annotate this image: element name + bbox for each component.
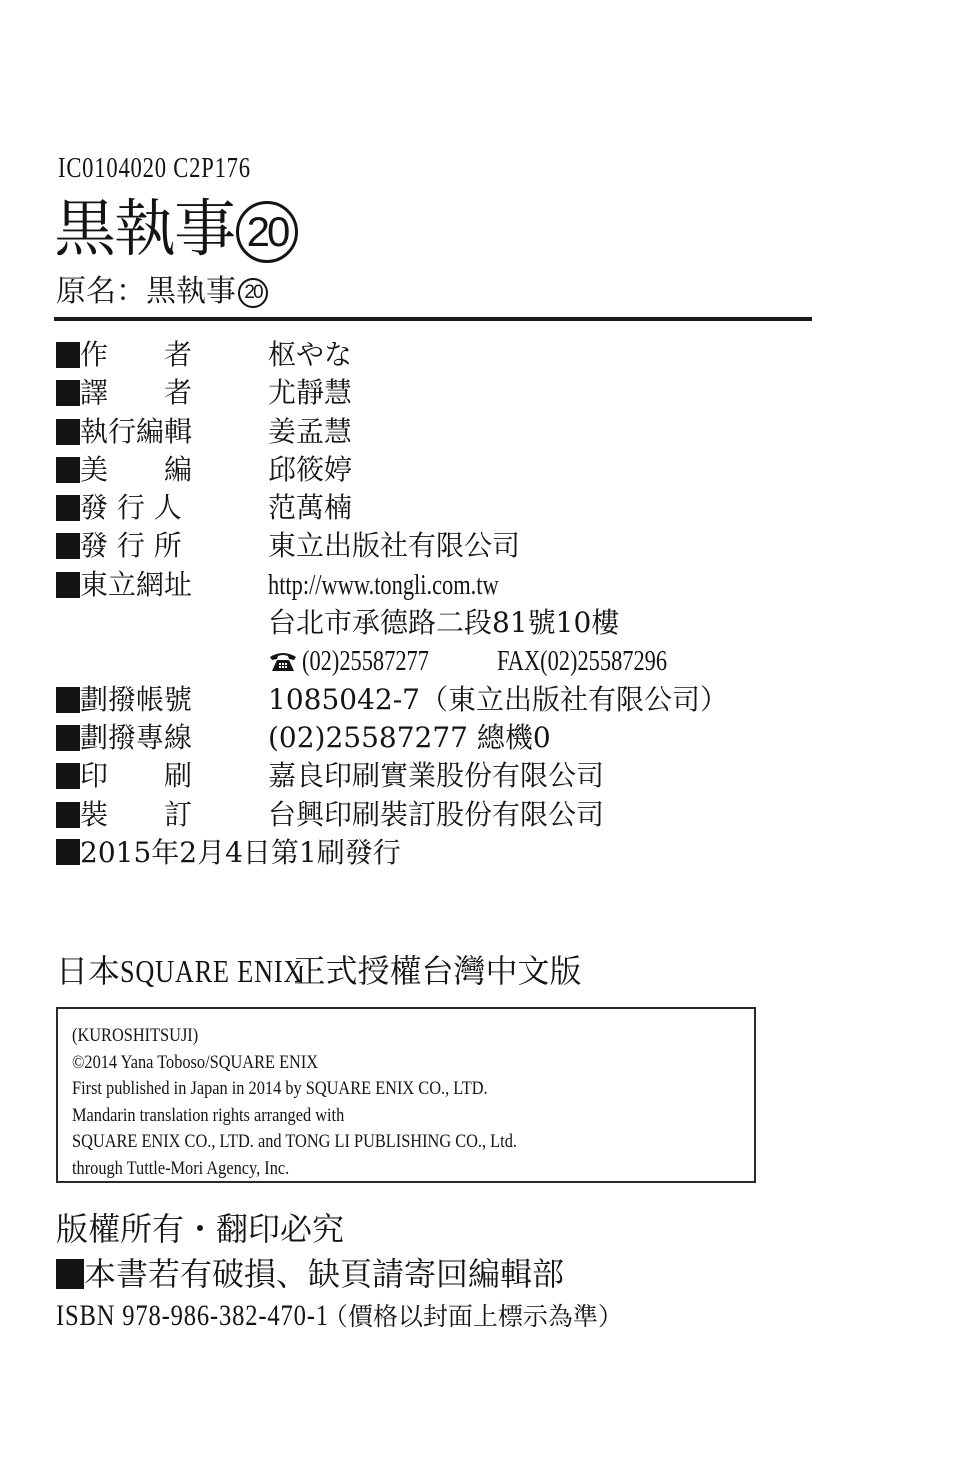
phone-fax-row <box>56 642 816 680</box>
license-statement <box>56 950 581 992</box>
credit-label: 東立網址 <box>80 567 193 601</box>
credit-label: 發 行 所 <box>80 529 182 563</box>
credit-value: 范萬楠 <box>268 491 353 525</box>
credit-value: 姜孟慧 <box>268 414 353 448</box>
credit-value: 台興印刷裝訂股份有限公司 <box>268 797 605 831</box>
rights-reserved: 版權所有・翻印必究 <box>56 1210 345 1248</box>
copyright-line: Mandarin translation rights arranged with <box>72 1104 345 1126</box>
license-prefix: 日本 <box>56 952 121 990</box>
credit-label: 執行編輯 <box>80 414 193 448</box>
copyright-line: through Tuttle-Mori Agency, Inc. <box>72 1157 290 1179</box>
credit-label: 美 編 <box>80 452 193 486</box>
publication-date-row <box>56 834 816 872</box>
credit-value: 邱筱婷 <box>268 452 353 486</box>
credit-row-postal-hotline <box>56 719 816 757</box>
credit-row-publisher-person <box>56 489 816 527</box>
publication-date: 2015年2月4日第1刷發行 <box>80 835 401 869</box>
bullet-square-icon <box>56 1259 84 1289</box>
bullet-square-icon <box>56 419 80 445</box>
original-title <box>56 272 268 312</box>
bullet-square-icon <box>56 495 80 521</box>
bullet-square-icon <box>56 533 80 559</box>
website-link[interactable] <box>268 566 556 605</box>
original-volume-badge: 20 <box>238 278 268 308</box>
address: 台北市承德路二段81號10樓 <box>268 606 620 640</box>
credit-value: 枢やな <box>268 338 353 371</box>
credit-row-publisher-company <box>56 527 816 565</box>
credits-list <box>56 336 816 872</box>
price-note: （價格以封面上標示為準） <box>322 1302 623 1331</box>
bullet-square-icon <box>56 572 80 598</box>
credit-label: 譯 者 <box>80 376 193 410</box>
credit-value: 東立出版社有限公司 <box>268 529 521 563</box>
credit-row-website <box>56 566 816 604</box>
fax-number: FAX(02)25587296 <box>496 646 667 678</box>
copyright-line: (KUROSHITSUJI) <box>72 1025 199 1046</box>
copyright-box <box>56 1007 756 1183</box>
bullet-square-icon <box>56 725 80 751</box>
license-company: SQUARE ENIX <box>120 953 304 989</box>
bullet-square-icon <box>56 342 80 368</box>
copyright-line: ©2014 Yana Toboso/SQUARE ENIX <box>72 1051 319 1073</box>
damage-notice-text: 本書若有破損、缺頁請寄回編輯部 <box>84 1255 565 1293</box>
credit-row-author <box>56 336 816 374</box>
copyright-line: SQUARE ENIX CO., LTD. and TONG LI PUBLISHING CO., Ltd. <box>72 1131 517 1152</box>
credit-label: 作 者 <box>80 338 193 371</box>
bullet-square-icon <box>56 839 80 865</box>
credit-value: (02)25587277 總機0 <box>268 720 551 754</box>
phone-fax <box>268 642 709 681</box>
credit-row-postal-account <box>56 681 816 719</box>
credit-row-printing <box>56 757 816 795</box>
credit-value: 嘉良印刷實業股份有限公司 <box>268 759 605 793</box>
isbn-number: ISBN 978-986-382-470-1 <box>56 1299 329 1332</box>
bullet-square-icon <box>56 687 80 713</box>
credit-row-translator <box>56 374 816 412</box>
catalog-code: IC0104020 C2P176 <box>58 152 251 184</box>
credit-label: 劃撥帳號 <box>80 682 193 716</box>
credit-value: 1085042-7（東立出版社有限公司） <box>268 682 728 716</box>
credit-label: 發 行 人 <box>80 491 182 525</box>
book-title <box>54 193 298 265</box>
copyright-line: First published in Japan in 2014 by SQUARE ENIX CO., LTD. <box>72 1078 488 1099</box>
title-divider <box>54 317 812 321</box>
credit-label: 劃撥專線 <box>80 720 193 754</box>
address-row <box>56 604 816 642</box>
bullet-square-icon <box>56 763 80 789</box>
telephone-icon <box>268 650 298 672</box>
credit-value: 尤靜慧 <box>268 376 353 410</box>
damage-notice <box>56 1253 564 1295</box>
bullet-square-icon <box>56 457 80 483</box>
website-url[interactable]: http://www.tongli.com.tw <box>268 569 499 601</box>
isbn-line <box>56 1296 623 1337</box>
bullet-square-icon <box>56 380 80 406</box>
phone-number: (02)25587277 <box>302 646 429 678</box>
volume-badge: 20 <box>236 201 298 263</box>
license-suffix: 正式授權台灣中文版 <box>293 952 582 990</box>
credit-row-art-editor <box>56 451 816 489</box>
bullet-square-icon <box>56 802 80 828</box>
credit-row-binding <box>56 796 816 834</box>
credit-row-executive-editor <box>56 413 816 451</box>
credit-label: 印 刷 <box>80 759 193 793</box>
title-text: 黒執事 <box>54 192 235 265</box>
credit-label: 裝 訂 <box>80 797 193 831</box>
original-title-text: 原名：黒執事 <box>56 274 236 309</box>
